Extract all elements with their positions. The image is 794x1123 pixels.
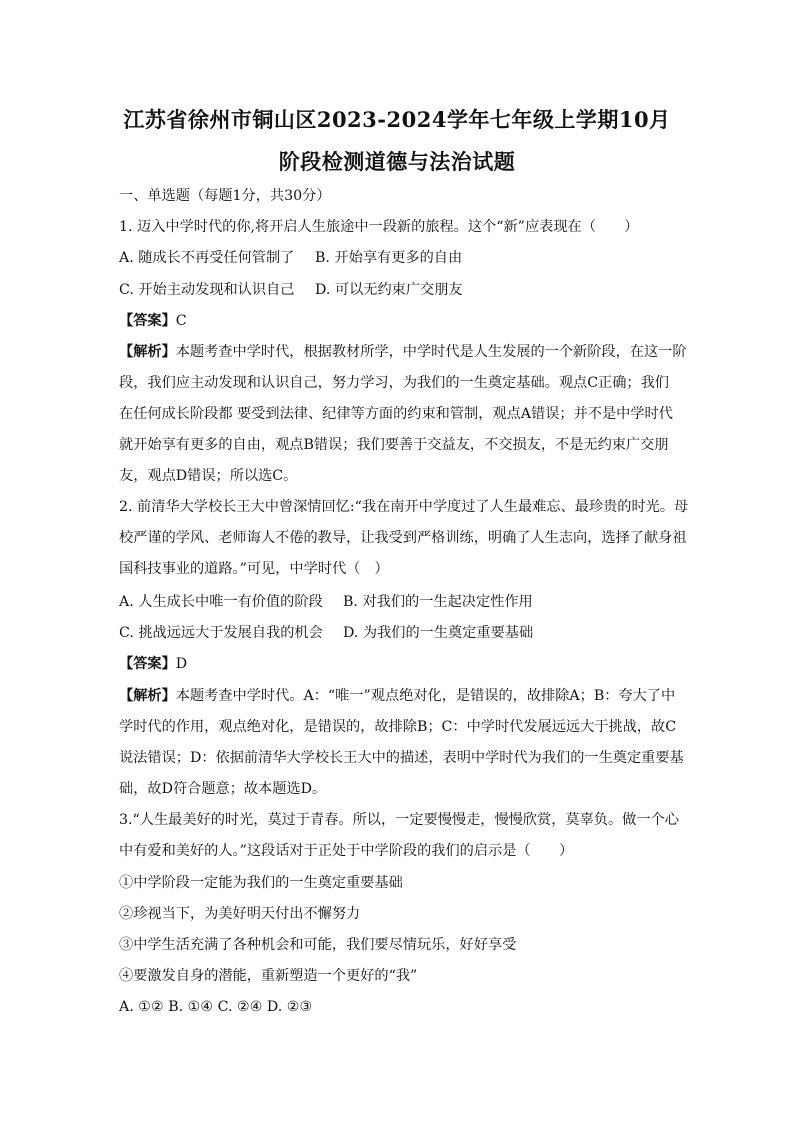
question-1-option-a: A. 随成长不再受任何管制了 [119,250,295,266]
question-1-stem: 1. 迈入中学时代的你,将开启人生旅途中一段新的旅程。这个“新”应表现在（ ） [119,219,639,235]
question-2-stem-line-3: 国科技事业的道路。”可见，中学时代（ ） [119,561,389,577]
question-2-option-b: B. 对我们的一生起决定性作用 [343,594,533,610]
question-1-answer [119,311,187,331]
document-title-line-1: 江苏省徐州市铜山区2023-2024学年七年级上学期10月 [123,107,671,132]
question-1-analysis-line-3: 在任何成长阶段都 要受到法律、纪律等方面的约束和管制，观点A错误；并不是中学时代 [119,406,673,422]
answer-value: D [175,656,188,672]
answer-value: C [175,313,187,329]
question-3-item-3: ③中学生活充满了各种机会和可能，我们要尽情玩乐，好好享受 [119,937,517,953]
analysis-text: 本题考查中学时代，根据教材所学，中学时代是人生发展的一个新阶段，在这一阶 [175,344,687,360]
answer-label: 【答案】 [119,656,176,672]
question-3-stem-line-2: 中有爱和美好的人。”这段话对于正处于中学阶段的我们的启示是（ ） [119,843,574,859]
document-title-line-2: 阶段检测道德与法治试题 [278,149,516,174]
question-2-analysis-line-2: 学时代的作用，观点绝对化，是错误的，故排除B；C：中学时代发展远远大于挑战，故C [119,719,677,735]
question-1-analysis-line-1 [119,342,687,362]
analysis-label: 【解析】 [119,688,176,704]
question-1-option-c: C. 开始主动发现和认识自己 [119,282,295,298]
question-1-option-b: B. 开始享有更多的自由 [315,250,463,266]
question-3-options: A. ①② B. ①④ C. ②④ D. ②③ [119,999,313,1015]
question-3-item-2: ②珍视当下，为美好明天付出不懈努力 [119,906,361,922]
question-2-analysis-line-1 [119,686,675,706]
question-1-analysis-line-4: 就开始享有更多的自由，观点B错误；我们要善于交益友，不交损友，不是无约束广交朋 [119,437,669,453]
question-3-stem-line-1: 3.“人生最美好的时光，莫过于青春。所以，一定要慢慢走，慢慢欣赏，莫辜负。做一个心 [119,812,679,828]
question-2-analysis-line-4: 础，故D符合题意；故本题选D。 [119,781,327,797]
question-2-stem-line-2: 校严谨的学风、老师诲人不倦的教导，让我受到严格训练，明确了人生志向，选择了献身祖 [119,530,687,546]
analysis-label: 【解析】 [119,344,176,360]
question-3-item-4: ④要激发自身的潜能，重新塑造一个更好的“我” [119,968,418,984]
analysis-text: 本题考查中学时代。A：“唯一”观点绝对化，是错误的，故排除A；B：夸大了中 [175,688,676,704]
question-2-stem-line-1: 2. 前清华大学校长王大中曾深情回忆:“我在南开中学度过了人生最难忘、最珍贵的时光。母 [119,499,689,515]
question-1-analysis-line-5: 友，观点D错误；所以选C。 [119,468,298,484]
question-1-analysis-line-2: 段，我们应主动发现和认识自己，努力学习，为我们的一生奠定基础。观点C正确；我们 [119,375,669,391]
question-2-option-a: A. 人生成长中唯一有价值的阶段 [119,594,323,610]
question-2-option-c: C. 挑战远远大于发展自我的机会 [119,625,323,641]
question-1-option-d: D. 可以无约束广交朋友 [315,282,463,298]
question-2-option-d: D. 为我们的一生奠定重要基础 [343,625,534,641]
question-2-analysis-line-3: 说法错误；D：依据前清华大学校长王大中的描述，表明中学时代为我们的一生奠定重要基 [119,750,684,766]
answer-label: 【答案】 [119,313,176,329]
question-2-answer [119,654,187,674]
question-3-item-1: ①中学阶段一定能为我们的一生奠定重要基础 [119,875,403,891]
section-heading: 一、单选题（每题1分，共30分） [119,188,331,204]
